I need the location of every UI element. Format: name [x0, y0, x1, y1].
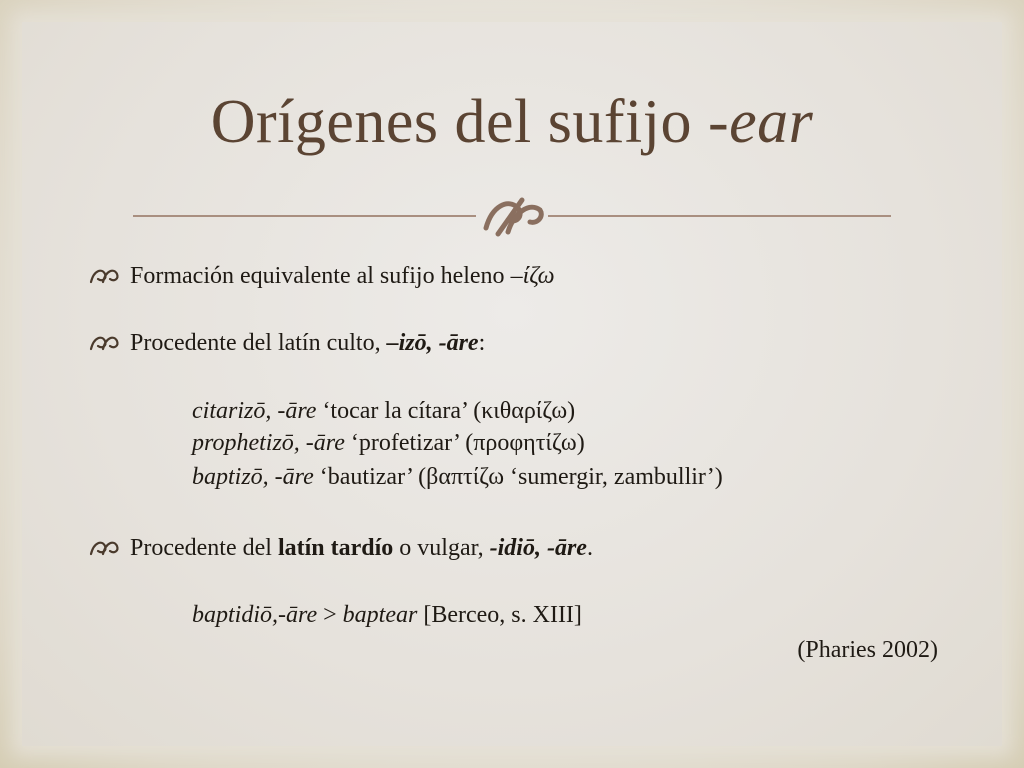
example-2-gloss: ‘profetizar’ (προφητίζω)	[344, 430, 585, 456]
example-3-gloss: ‘bautizar’ (βαπτίζω ‘sumergir, zambullir’)	[313, 464, 723, 490]
example-1-gloss: ‘tocar la cítara’ (κιθαρίζω)	[316, 398, 576, 424]
bullet-2-text: Procedente del latín culto,	[130, 330, 387, 356]
title-divider-right	[548, 215, 891, 217]
example-1	[192, 395, 575, 427]
title-suffix: -ear	[707, 88, 814, 156]
bullet-2-colon: :	[478, 330, 486, 356]
double-leaf-bullet-icon	[88, 331, 122, 353]
example-1-latin: citarizō, -āre	[192, 398, 317, 424]
bullet-3-latin-tardio: latín tardío	[277, 535, 394, 561]
bullet-1-greek: –ίζω	[510, 263, 555, 289]
title-divider-left	[133, 215, 476, 217]
bullet-3-text-c: o vulgar,	[393, 535, 490, 561]
vulgar-example	[192, 599, 582, 631]
bullet-1-text: Formación equivalente al sufijo heleno	[130, 263, 511, 289]
example-3-latin: baptizō, -āre	[192, 464, 314, 490]
bullet-3-suffix: -idiō, -āre	[489, 535, 587, 561]
bullet-3	[88, 532, 593, 564]
example-2	[192, 427, 585, 459]
vulgar-example-spanish: baptear	[342, 602, 418, 628]
example-2-latin: prophetizō, -āre	[192, 430, 345, 456]
vulgar-example-source: [Berceo, s. XIII]	[417, 602, 582, 628]
fleuron-icon	[478, 188, 548, 240]
bullet-1	[88, 260, 555, 292]
bullet-3-period: .	[586, 535, 593, 561]
vulgar-example-latin: baptidiō,-āre	[192, 602, 318, 628]
slide-title	[0, 82, 1024, 162]
vulgar-example-arrow: >	[317, 602, 343, 628]
bullet-3-text-a: Procedente del	[130, 535, 278, 561]
example-3	[192, 461, 723, 493]
double-leaf-bullet-icon	[88, 536, 122, 558]
title-main: Orígenes del sufijo	[210, 88, 708, 156]
citation: (Pharies 2002)	[797, 637, 938, 663]
bullet-2	[88, 327, 485, 359]
bullet-2-suffix: –izō, -āre	[386, 330, 479, 356]
double-leaf-bullet-icon	[88, 264, 122, 286]
